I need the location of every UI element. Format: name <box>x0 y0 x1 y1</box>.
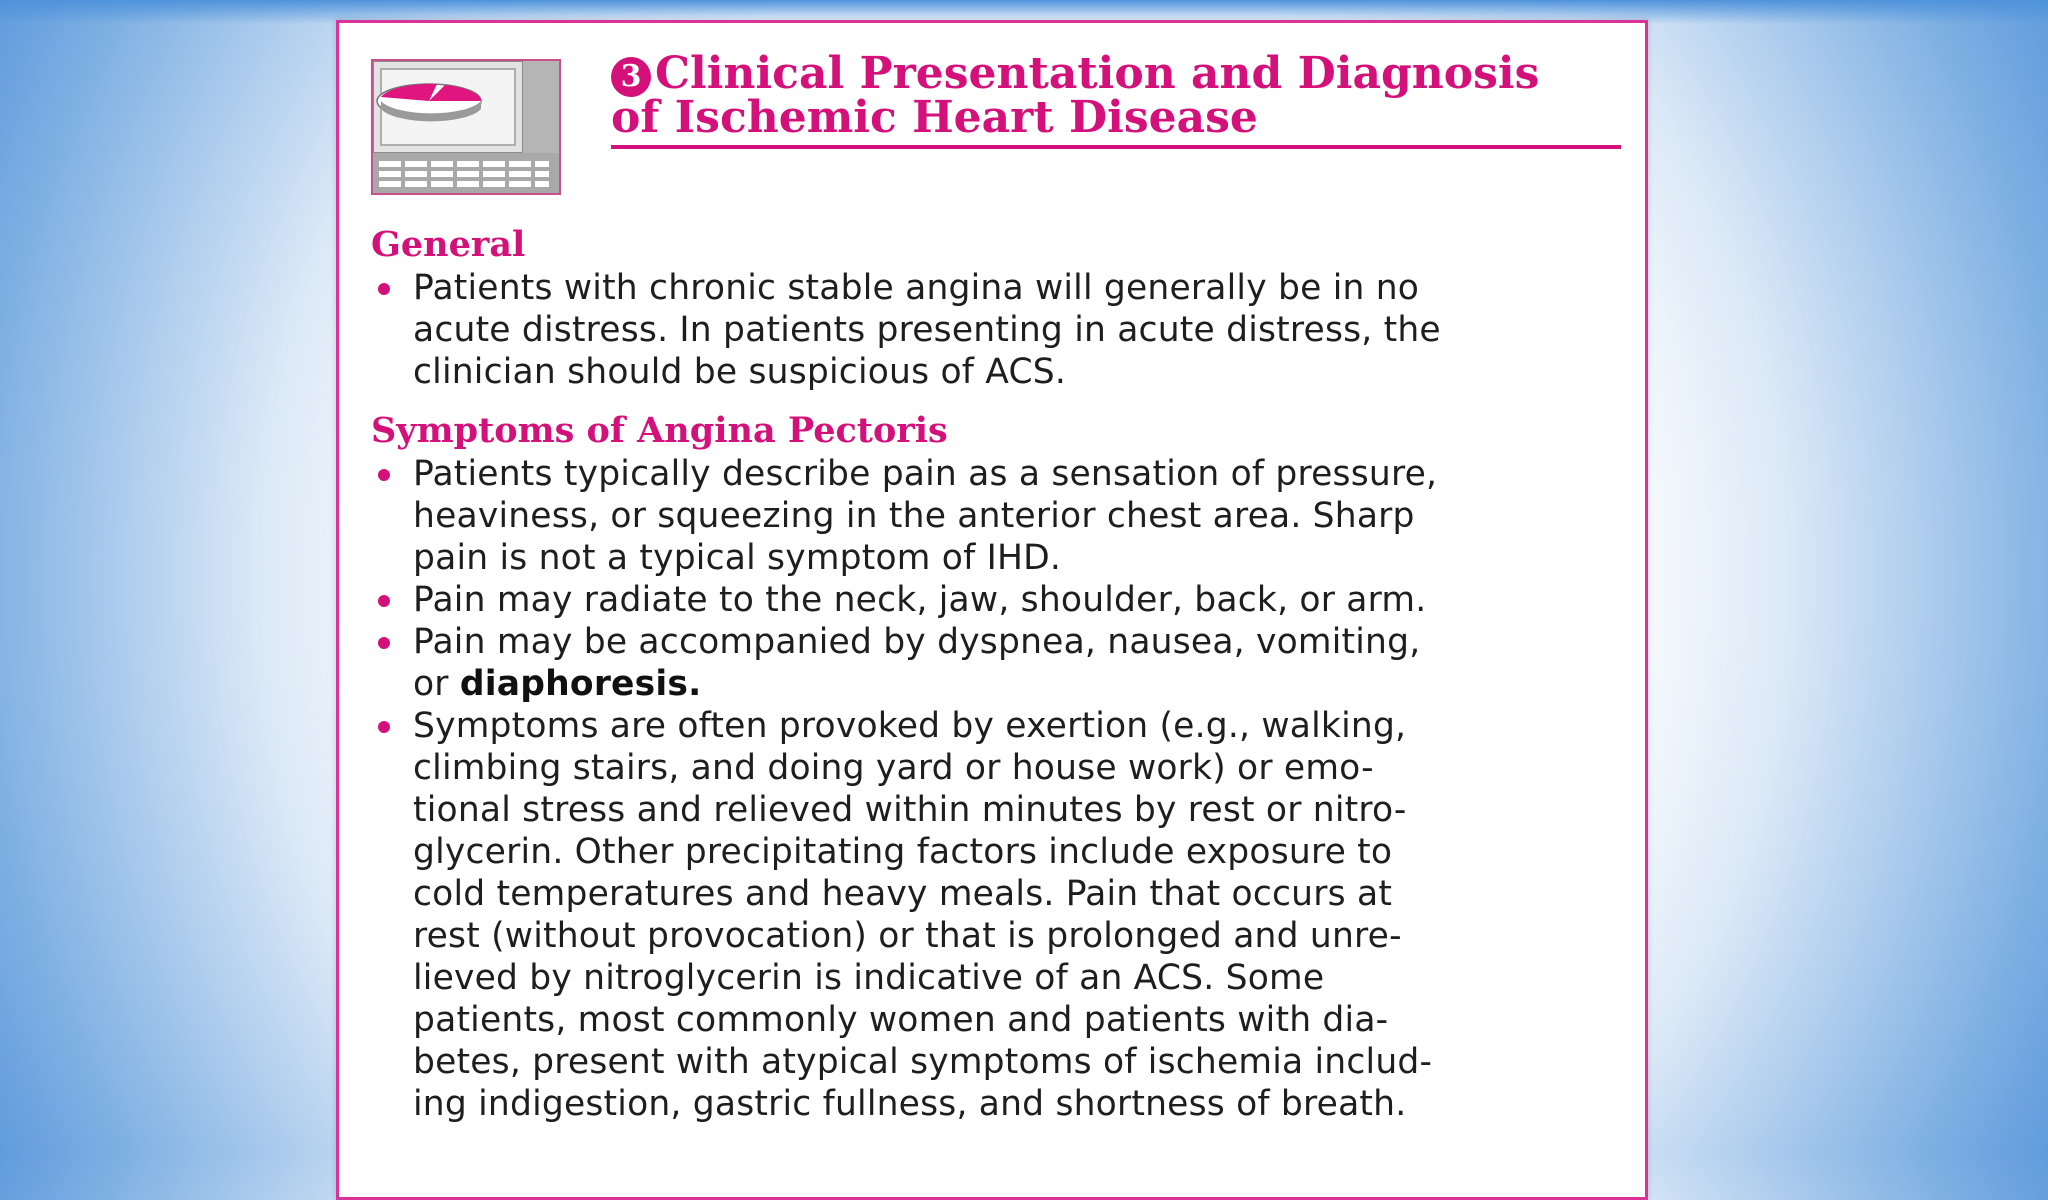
bullet-dot-icon <box>378 283 390 295</box>
title-line-2: of Ischemic Heart Disease <box>611 92 1258 143</box>
bullet-line: rest (without provocation) or that is prolonged and unre- <box>413 916 1402 956</box>
bullet-line: acute distress. In patients presenting in acute distress, the <box>413 310 1441 350</box>
bullet-item <box>371 705 1621 1125</box>
bullet-line: cold temperatures and heavy meals. Pain that occurs at <box>413 874 1393 914</box>
title-block <box>611 48 1621 149</box>
slide-card <box>336 20 1648 1200</box>
bullet-dot-icon <box>378 721 390 733</box>
bullet-line: ing indigestion, gastric fullness, and shortness of breath. <box>413 1084 1407 1124</box>
bullet-line: heaviness, or squeezing in the anterior chest area. Sharp <box>413 496 1415 536</box>
bullet-line-prefix: or <box>413 664 460 704</box>
bullet-dot-icon <box>378 595 390 607</box>
section-title-general: General <box>371 224 526 265</box>
section-general <box>371 223 1621 393</box>
bullet-line: Patients typically describe pain as a sensation of pressure, <box>413 454 1438 494</box>
bullet-line: lieved by nitroglycerin is indicative of an ACS. Some <box>413 958 1325 998</box>
section-number-badge: 3 <box>611 57 651 97</box>
bullet-list-general <box>371 267 1621 393</box>
bullet-line: Symptoms are often provoked by exertion (e.g., walking, <box>413 706 1407 746</box>
bullet-dot-icon <box>378 637 390 649</box>
bullet-line: Patients with chronic stable angina will generally be in no <box>413 268 1420 308</box>
bullet-list-symptoms <box>371 453 1621 1125</box>
bullet-line: tional stress and relieved within minutes by rest or nitro- <box>413 790 1407 830</box>
bullet-line: clinician should be suspicious of ACS. <box>413 352 1067 392</box>
section-symptoms <box>371 409 1621 1125</box>
section-title-symptoms: Symptoms of Angina Pectoris <box>371 410 948 451</box>
bullet-item <box>371 579 1621 621</box>
bullet-line: pain is not a typical symptom of IHD. <box>413 538 1062 578</box>
bullet-line: glycerin. Other precipitating factors include exposure to <box>413 832 1393 872</box>
page-title <box>611 48 1621 143</box>
bullet-line: Pain may radiate to the neck, jaw, shoulder, back, or arm. <box>413 580 1427 620</box>
bullet-item <box>371 267 1621 393</box>
bullet-item <box>371 621 1621 705</box>
bullet-line: patients, most commonly women and patients with dia- <box>413 1000 1389 1040</box>
bullet-line: climbing stairs, and doing yard or house work) or emo- <box>413 748 1374 788</box>
title-line-1: Clinical Presentation and Diagnosis <box>655 48 1540 99</box>
bullet-line: Pain may be accompanied by dyspnea, nausea, vomiting, <box>413 622 1421 662</box>
content <box>371 223 1621 1125</box>
bullet-dot-icon <box>378 469 390 481</box>
bullet-line: betes, present with atypical symptoms of ischemia includ- <box>413 1042 1433 1082</box>
computer-pie-chart-icon <box>371 59 561 195</box>
bullet-item <box>371 453 1621 579</box>
bold-term: diaphoresis. <box>459 664 702 704</box>
